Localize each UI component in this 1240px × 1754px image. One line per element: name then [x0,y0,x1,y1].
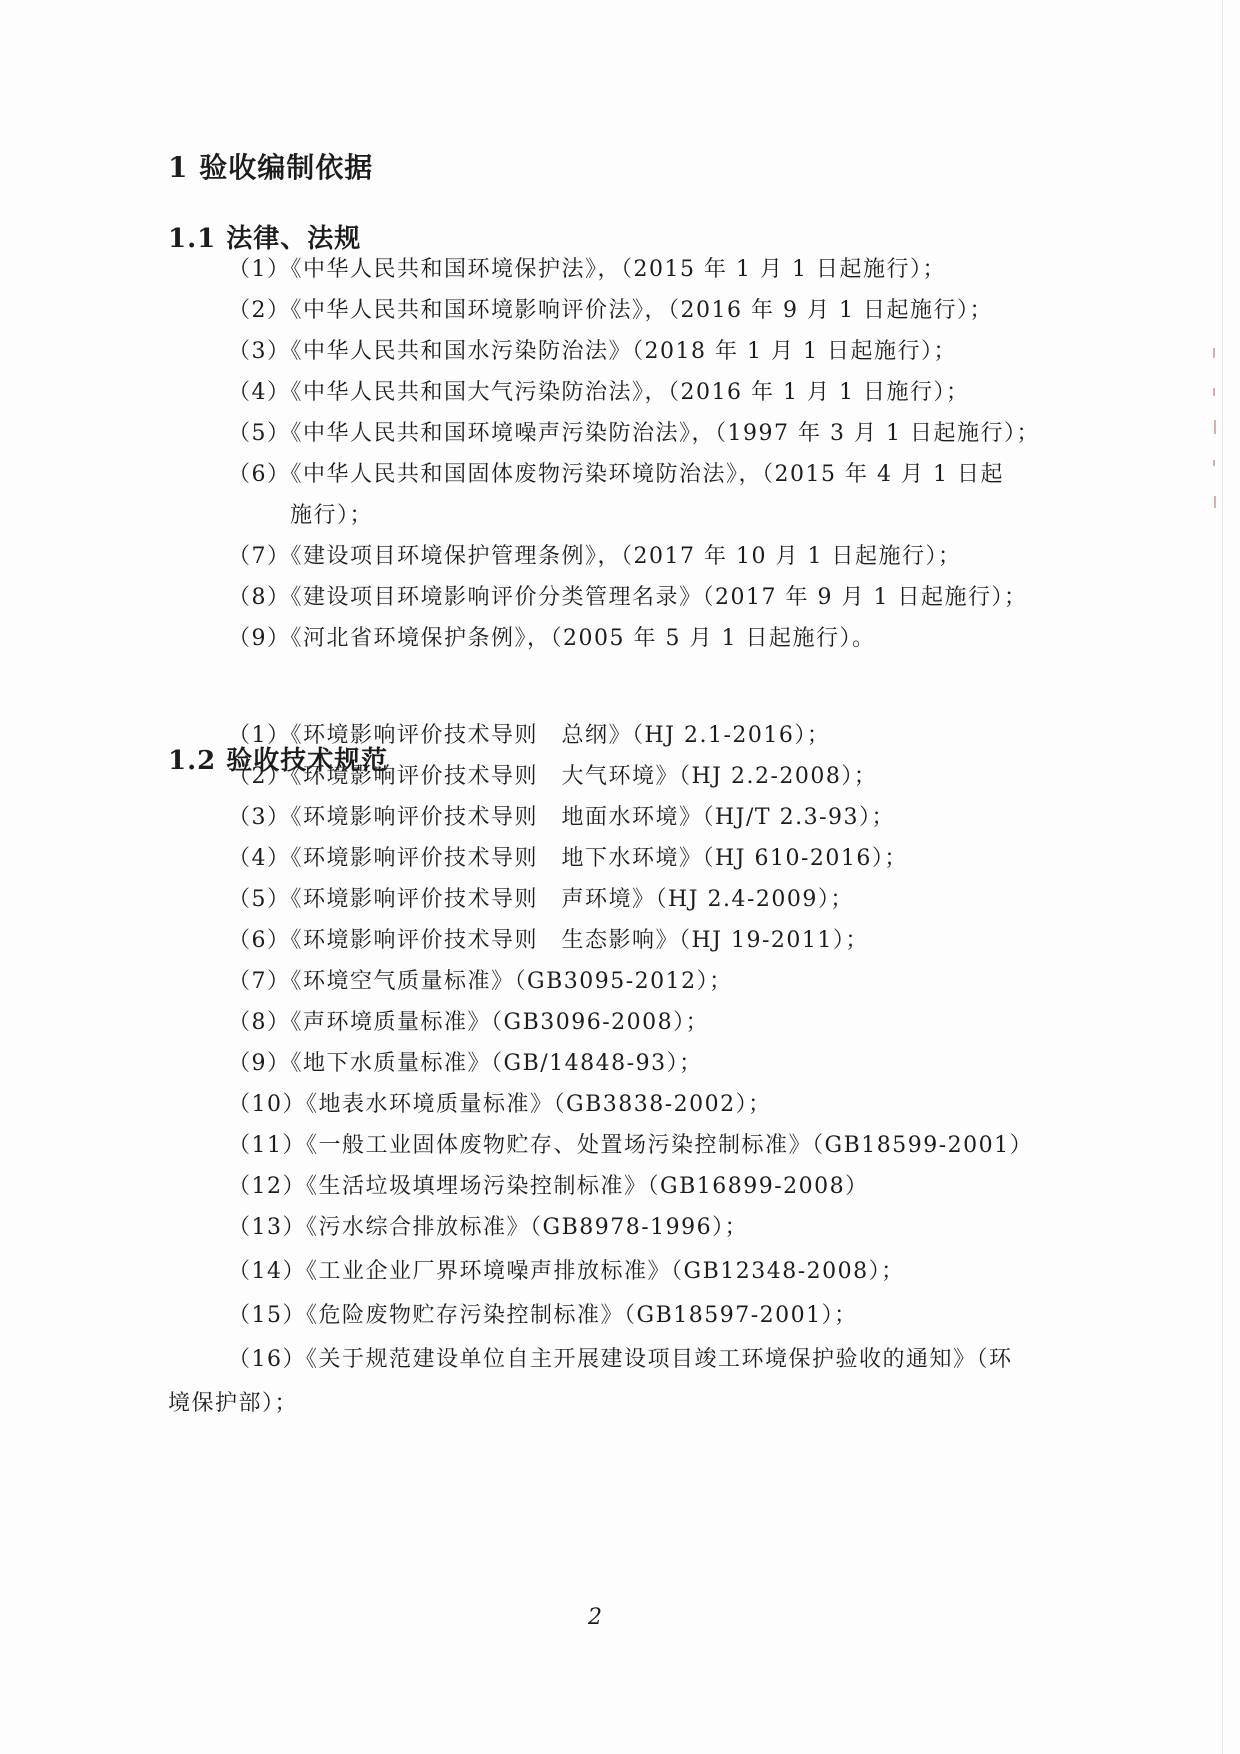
page-number: 2 [588,1605,602,1630]
standard-item-10: （10）《地表水环境质量标准》（GB3838-2002）； [228,1092,772,1117]
standard-item-8: （8）《声环境质量标准》（GB3096-2008）； [228,1010,710,1035]
standard-item-4: （4）《环境影响评价技术导则 地下水环境》（HJ 610-2016）； [228,846,908,871]
section-laws-title: 1.1 法律、法规 [168,224,362,254]
scan-artifact-mark [1213,460,1215,466]
standard-item-12: （12）《生活垃圾填埋场污染控制标准》（GB16899-2008） [228,1174,869,1199]
standard-item-6: （6）《环境影响评价技术导则 生态影响》（HJ 19-2011）； [228,928,869,953]
standard-item-14: （14）《工业企业厂界环境噪声排放标准》（GB12348-2008）； [228,1259,905,1284]
law-item-7: （7）《建设项目环境保护管理条例》，（2017 年 10 月 1 日起施行）； [228,544,962,569]
standard-item-2: （2）《环境影响评价技术导则 大气环境》（HJ 2.2-2008）； [228,764,878,789]
law-item-2: （2）《中华人民共和国环境影响评价法》，（2016 年 9 月 1 日起施行）； [228,298,993,323]
law-item-6: （6）《中华人民共和国固体废物污染环境防治法》，（2015 年 4 月 1 日起 [228,462,1004,487]
scan-artifact-mark [1214,496,1216,508]
page-edge-line [1222,0,1223,1754]
law-item-5: （5）《中华人民共和国环境噪声污染防治法》，（1997 年 3 月 1 日起施行）； [228,421,1040,446]
law-item-6-continuation: 施行）； [290,503,374,528]
standard-item-5: （5）《环境影响评价技术导则 声环境》（HJ 2.4-2009）； [228,887,854,912]
scan-artifact-mark [1214,420,1216,434]
main-heading: 1 验收编制依据 [168,151,374,184]
scan-artifact-mark [1213,388,1215,396]
standard-item-16-continuation: 境保护部）； [168,1391,299,1416]
law-item-4: （4）《中华人民共和国大气污染防治法》，（2016 年 1 月 1 日施行）； [228,380,970,405]
standard-item-15: （15）《危险废物贮存污染控制标准》（GB18597-2001）； [228,1303,858,1328]
section-standards-title: 1.2 验收技术规范 [168,746,389,776]
scan-artifact-mark [1213,348,1215,358]
law-item-3: （3）《中华人民共和国水污染防治法》（2018 年 1 月 1 日起施行）； [228,339,957,364]
standard-item-1: （1）《环境影响评价技术导则 总纲》（HJ 2.1-2016）； [228,723,831,748]
law-item-8: （8）《建设项目环境影响评价分类管理名录》（2017 年 9 月 1 日起施行）； [228,585,1028,610]
law-item-1: （1）《中华人民共和国环境保护法》，（2015 年 1 月 1 日起施行）； [228,257,946,282]
standard-item-3: （3）《环境影响评价技术导则 地面水环境》（HJ/T 2.3-93）； [228,805,895,830]
standard-item-16: （16）《关于规范建设单位自主开展建设项目竣工环境保护验收的通知》（环 [228,1347,1013,1372]
standard-item-11: （11）《一般工业固体废物贮存、处置场污染控制标准》（GB18599-2001） [228,1133,1034,1158]
standard-item-9: （9）《地下水质量标准》（GB/14848-93）； [228,1051,703,1076]
standard-item-13: （13）《污水综合排放标准》（GB8978-1996）； [228,1215,749,1240]
law-item-9: （9）《河北省环境保护条例》，（2005 年 5 月 1 日起施行）。 [228,626,876,651]
standard-item-7: （7）《环境空气质量标准》（GB3095-2012）； [228,969,733,994]
